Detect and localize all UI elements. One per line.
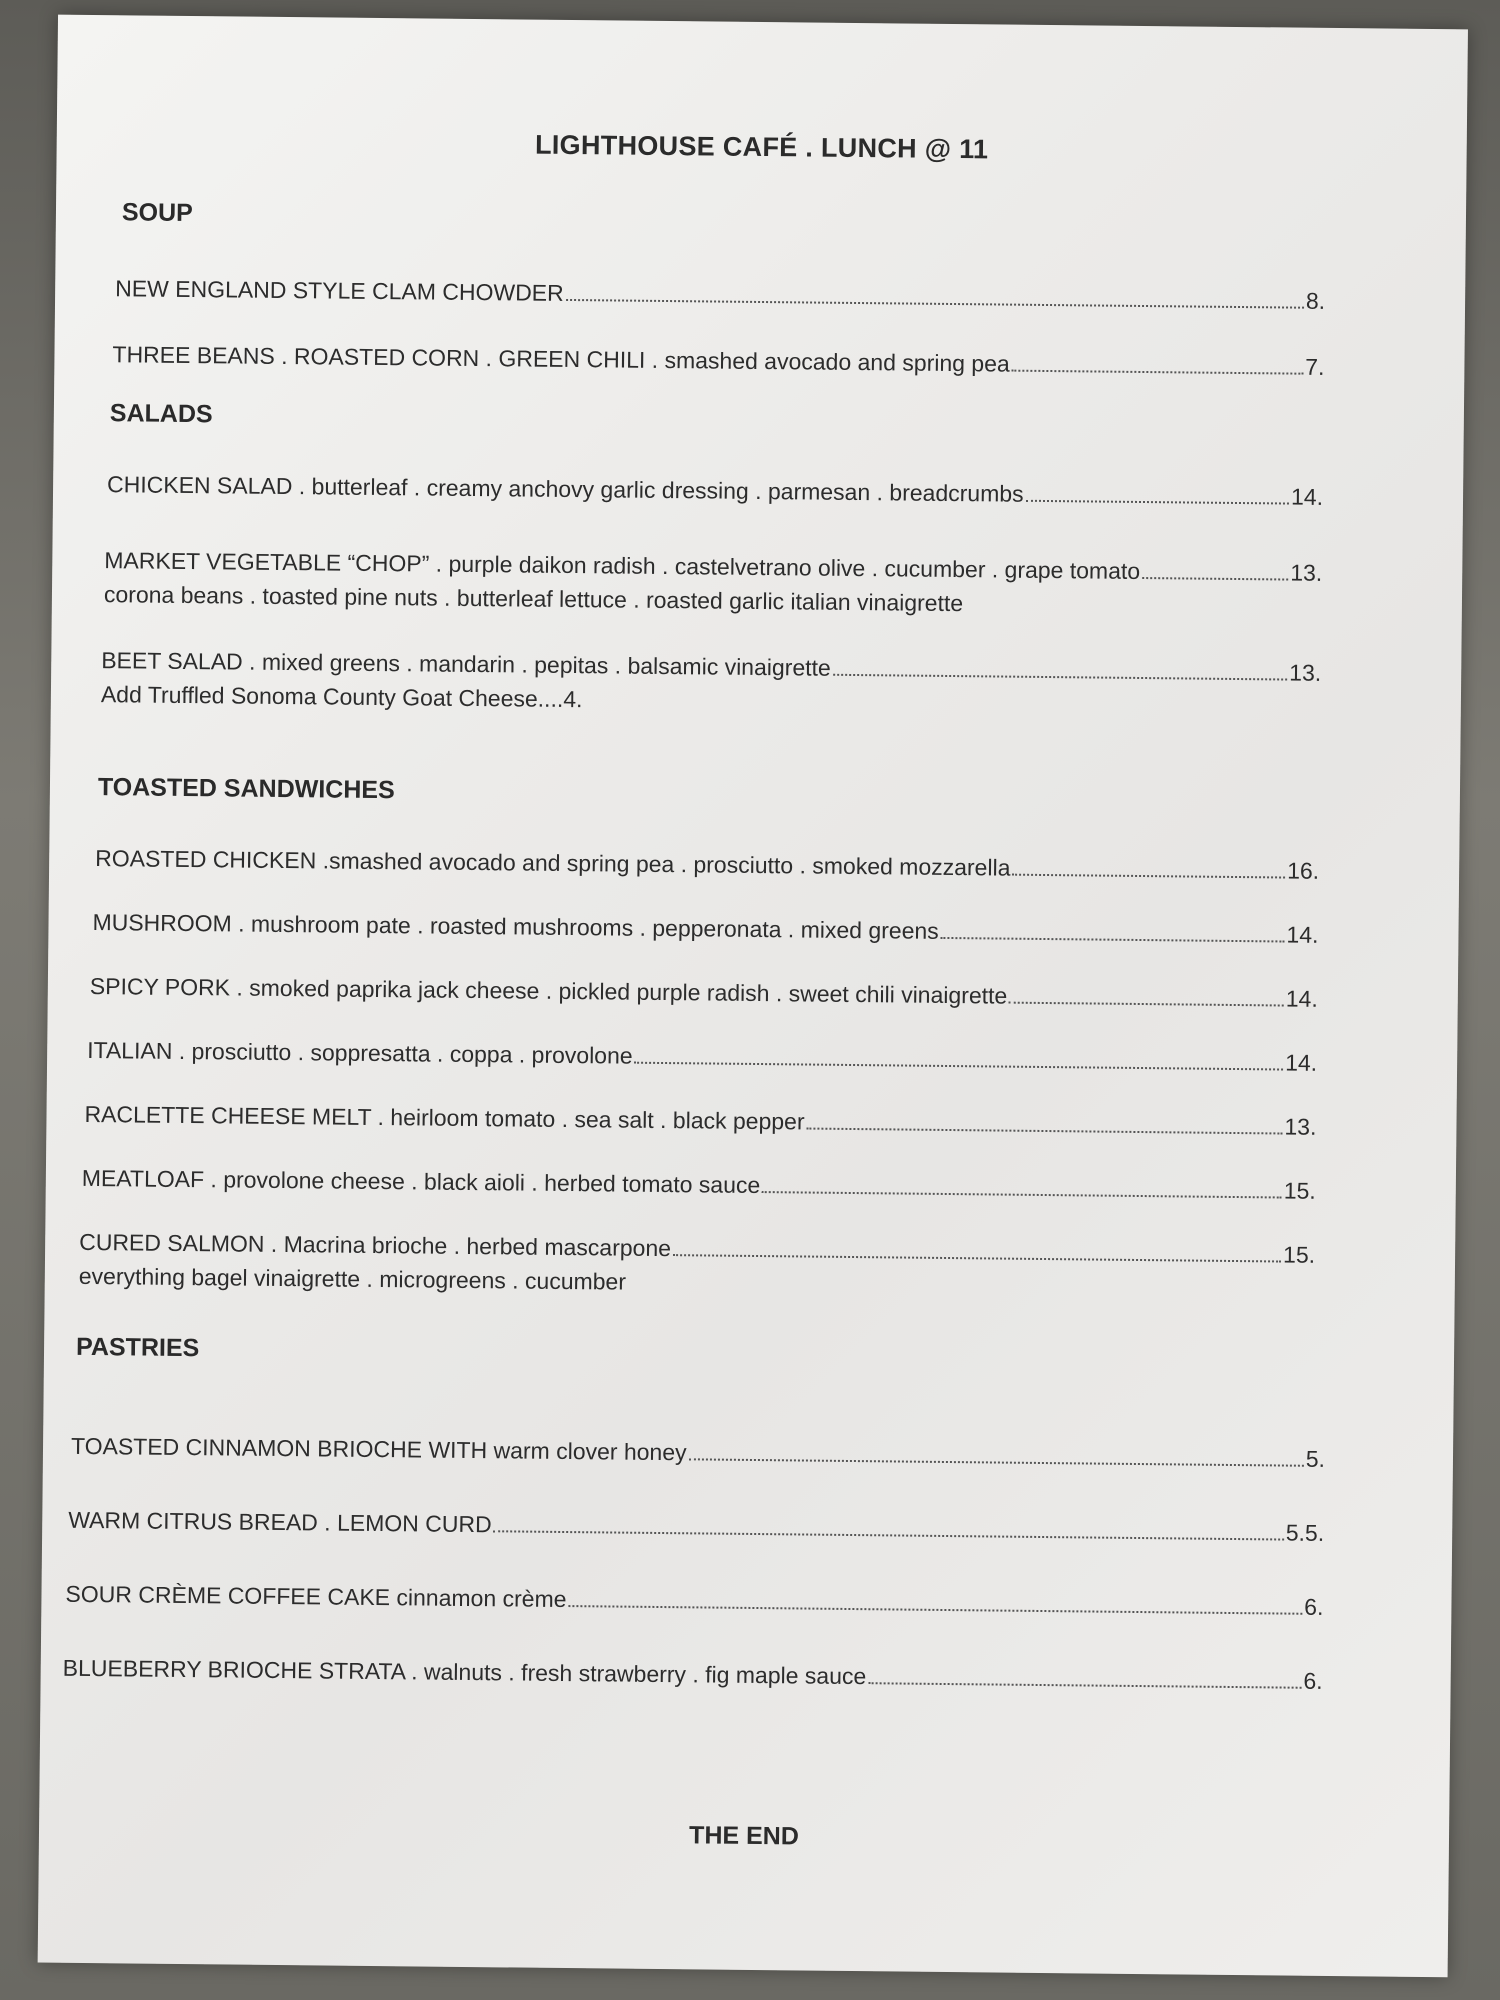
leader-dots [566, 299, 1304, 309]
menu-item [92, 909, 1318, 949]
item-price: 15. [1283, 1177, 1316, 1204]
menu-item [95, 845, 1319, 885]
leader-dots [673, 1254, 1281, 1262]
leader-dots [494, 1530, 1284, 1540]
menu-item [87, 1037, 1317, 1077]
section-heading-pastries: PASTRIES [75, 1332, 200, 1363]
item-name: CHICKEN SALAD . butterleaf . creamy anchovy garlic dressing . parmesan . breadcrumbs [106, 471, 1024, 507]
menu-title: LIGHTHOUSE CAFÉ . LUNCH @ 11 [534, 129, 989, 165]
menu-item [68, 1507, 1324, 1547]
item-subline: everything bagel vinaigrette . microgreens . cucumber [78, 1262, 627, 1295]
leader-dots [762, 1191, 1282, 1198]
item-price: 14. [1285, 985, 1318, 1012]
menu-item [104, 547, 1322, 587]
leader-dots [1012, 874, 1285, 879]
leader-dots [1026, 500, 1289, 505]
leader-dots [1009, 1002, 1284, 1007]
section-heading-sandwiches: TOASTED SANDWICHES [97, 773, 395, 805]
leader-dots [635, 1062, 1284, 1071]
menu-item [107, 471, 1323, 511]
item-name: CURED SALMON . Macrina brioche . herbed mascarpone [79, 1228, 672, 1262]
menu-item [82, 1165, 1316, 1205]
item-name: SPICY PORK . smoked paprika jack cheese . pickled purple radish . sweet chili vinaigrette [89, 973, 1008, 1009]
menu-item [115, 275, 1325, 315]
menu-item [84, 1101, 1316, 1141]
item-subline: Add Truffled Sonoma County Goat Cheese....4. [100, 681, 583, 713]
leader-dots [807, 1128, 1283, 1135]
menu-sheet [38, 15, 1468, 1978]
menu-item [90, 973, 1318, 1013]
item-price: 16. [1287, 857, 1320, 884]
leader-dots [568, 1605, 1302, 1615]
item-price: 13. [1290, 559, 1323, 586]
item-name: BLUEBERRY BRIOCHE STRATA . walnuts . fresh strawberry . fig maple sauce [62, 1654, 867, 1690]
item-name: MARKET VEGETABLE “CHOP” . purple daikon radish . castelvetrano olive . cucumber . grape tomato [104, 547, 1141, 584]
item-price: 14. [1286, 921, 1319, 948]
menu-item [101, 647, 1321, 687]
item-price: 5. [1305, 1445, 1326, 1472]
item-price: 15. [1283, 1241, 1316, 1268]
menu-item [65, 1581, 1323, 1621]
menu-content [38, 15, 1468, 1978]
item-name: BEET SALAD . mixed greens . mandarin . pepitas . balsamic vinaigrette [101, 647, 831, 681]
item-name: WARM CITRUS BREAD . LEMON CURD [68, 1506, 492, 1538]
item-price: 6. [1304, 1593, 1324, 1620]
item-name: NEW ENGLAND STYLE CLAM CHOWDER [115, 275, 564, 306]
menu-item [71, 1433, 1325, 1473]
item-price: 5.5. [1285, 1519, 1325, 1546]
item-price: 6. [1303, 1667, 1323, 1694]
section-heading-soup: SOUP [121, 198, 193, 228]
menu-item [63, 1655, 1323, 1695]
item-name: SOUR CRÈME COFFEE CAKE cinnamon crème [65, 1580, 567, 1613]
item-name: MUSHROOM . mushroom pate . roasted mushrooms . pepperonata . mixed greens [92, 909, 939, 944]
item-price: 14. [1290, 483, 1324, 510]
item-name: RACLETTE CHEESE MELT . heirloom tomato . sea salt . black pepper [84, 1100, 805, 1135]
leader-dots [941, 937, 1285, 943]
item-name: ITALIAN . prosciutto . soppresatta . coppa . provolone [87, 1036, 633, 1069]
item-subline: corona beans . toasted pine nuts . butterleaf lettuce . roasted garlic italian vinaigrette [103, 581, 964, 617]
item-name: TOASTED CINNAMON BRIOCHE WITH warm clover honey [70, 1432, 687, 1466]
leader-dots [688, 1458, 1303, 1466]
section-heading-salads: SALADS [109, 399, 213, 429]
menu-item [79, 1229, 1315, 1269]
item-price: 13. [1289, 659, 1322, 686]
menu-item [112, 341, 1324, 381]
item-price: 14. [1285, 1049, 1318, 1076]
item-price: 7. [1305, 353, 1325, 380]
item-name: THREE BEANS . ROASTED CORN . GREEN CHILI . smashed avocado and spring pea [112, 341, 1010, 377]
item-name: ROASTED CHICKEN .smashed avocado and spring pea . prosciutto . smoked mozzarella [95, 845, 1011, 881]
item-name: MEATLOAF . provolone cheese . black aioli . herbed tomato sauce [81, 1164, 761, 1199]
leader-dots [833, 674, 1287, 681]
menu-footer: THE END [688, 1821, 800, 1851]
leader-dots [1012, 370, 1303, 375]
leader-dots [1142, 577, 1288, 581]
item-price: 8. [1305, 287, 1326, 314]
item-price: 13. [1284, 1113, 1317, 1140]
leader-dots [868, 1682, 1301, 1689]
